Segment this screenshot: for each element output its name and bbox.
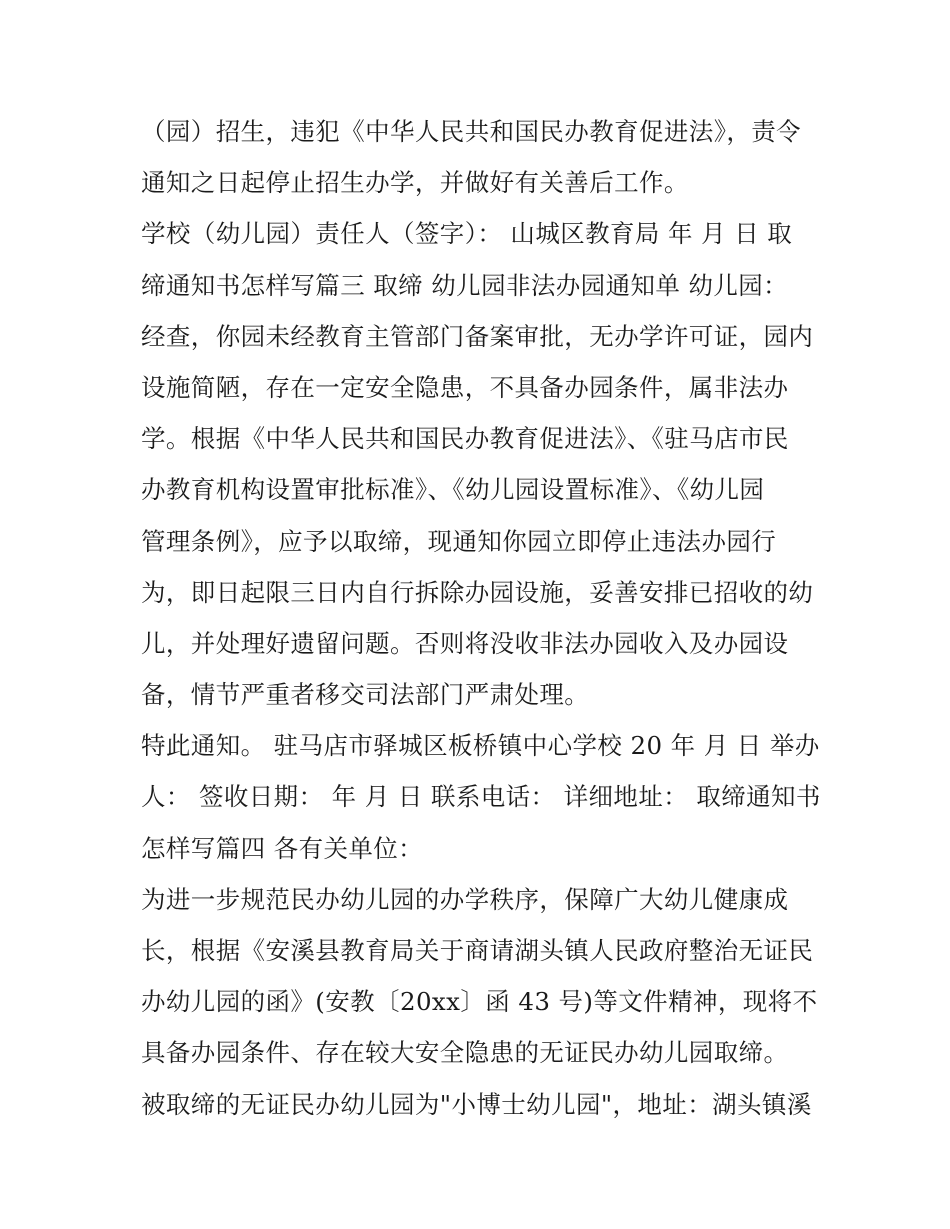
text-line: 管理条例》，应予以取缔，现通知你园立即停止违法办园行 — [141, 526, 777, 556]
text-line: 儿，并处理好遗留问题。否则将没收非法办园收入及办园设 — [141, 628, 789, 658]
text-line: 学校（幼儿园）责任人（签字）： 山城区教育局 年 月 日 取 — [141, 219, 793, 249]
text-line: 学。根据《中华人民共和国民办教育促进法》、《驻马店市民 — [141, 424, 789, 454]
text-line: 人： 签收日期： 年 月 日 联系电话： 详细地址： 取缔通知书 — [141, 782, 821, 812]
text-line: 被取缔的无证民办幼儿园为"小博士幼儿园"，地址：湖头镇溪 — [141, 1089, 812, 1119]
text-line: 怎样写篇四 各有关单位： — [141, 833, 424, 863]
text-line: 缔通知书怎样写篇三 取缔 幼儿园非法办园通知单 幼儿园： — [141, 270, 789, 300]
text-line: 备，情节严重者移交司法部门严肃处理。 — [141, 680, 590, 710]
text-line: 通知之日起停止招生办学，并做好有关善后工作。 — [141, 168, 689, 198]
text-line: 经查，你园未经教育主管部门备案审批，无办学许可证，园内 — [141, 321, 814, 351]
text-line: 为进一步规范民办幼儿园的办学秩序，保障广大幼儿健康成 — [141, 884, 789, 914]
document-body — [141, 106, 821, 1130]
text-line: 特此通知。 驻马店市驿城区板桥镇中心学校 20 年 月 日 举办 — [141, 731, 820, 761]
text-line: 办幼儿园的函》(安教〔20xx〕函 43 号)等文件精神，现将不 — [141, 987, 818, 1017]
text-line: 办教育机构设置审批标准》、《幼儿园设置标准》、《幼儿园 — [141, 475, 765, 505]
text-line: 设施简陋，存在一定安全隐患，不具备办园条件，属非法办 — [141, 372, 789, 402]
text-line: 长，根据《安溪县教育局关于商请湖头镇人民政府整治无证民 — [141, 936, 814, 965]
text-line: 具备办园条件、存在较大安全隐患的无证民办幼儿园取缔。 — [141, 1038, 789, 1068]
text-line: 为，即日起限三日内自行拆除办园设施，妥善安排已招收的幼 — [141, 577, 814, 607]
text-line: （园）招生，违犯《中华人民共和国民办教育促进法》，责令 — [141, 117, 802, 146]
